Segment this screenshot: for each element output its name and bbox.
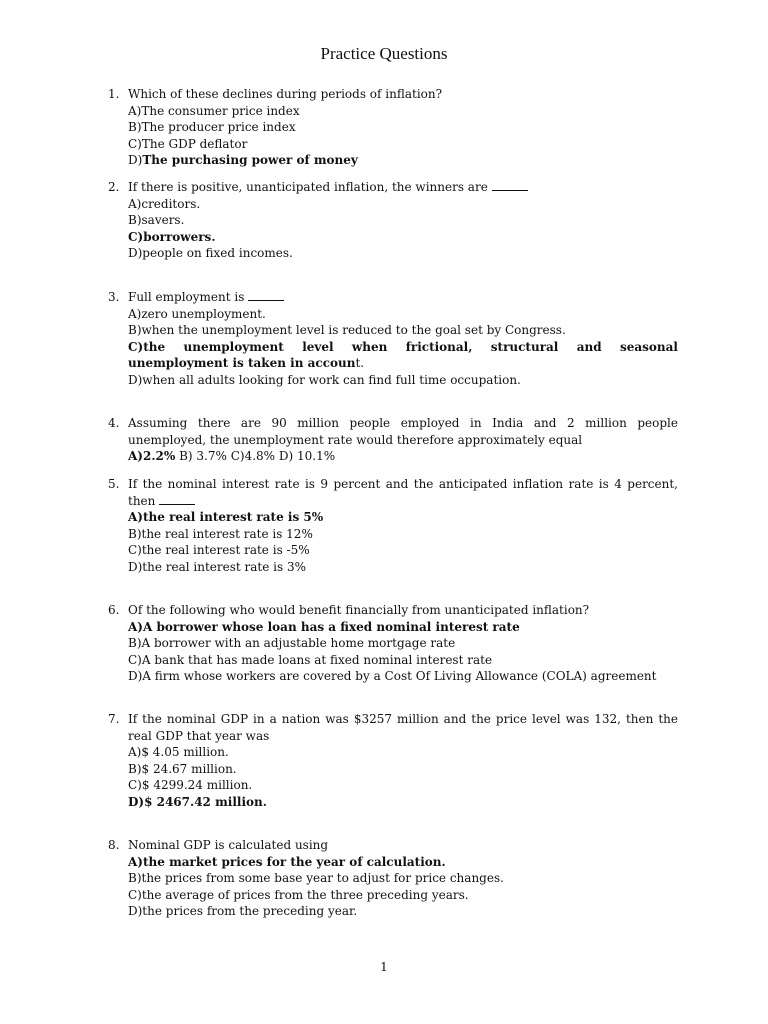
question-number: 1.	[108, 87, 120, 101]
option-a: A)$ 4.05 million.	[128, 745, 229, 760]
option-b: B)the prices from some base year to adjust for price changes.	[128, 871, 504, 886]
question-2	[108, 179, 678, 262]
question-number: 4.	[108, 416, 120, 430]
question-6	[108, 602, 678, 685]
question-number: 5.	[108, 477, 120, 491]
option-d-answer	[128, 152, 678, 169]
option-a-answer: A)the real interest rate is 5%	[128, 510, 324, 525]
question-number: 7.	[108, 712, 120, 726]
option-a-answer: A)A borrower whose loan has a fixed nominal interest rate	[128, 619, 520, 634]
question-number: 6.	[108, 603, 120, 617]
option-b: B)A borrower with an adjustable home mortgage rate	[128, 636, 456, 651]
question-number: 8.	[108, 838, 120, 852]
answer-text: A)2.2%	[128, 449, 176, 464]
answer-blank	[492, 180, 528, 191]
other-options: B) 3.7% C)4.8% D) 10.1%	[175, 449, 336, 464]
option-c: C)A bank that has made loans at fixed nominal interest rate	[128, 652, 493, 667]
answer-blank	[159, 494, 195, 505]
option-c: C)the average of prices from the three preceding years.	[128, 887, 469, 902]
question-8	[108, 837, 678, 920]
question-1	[108, 86, 678, 169]
answer-text: C)the unemployment level when frictional, structural and seasonal unemployment is taken in accoun	[128, 339, 678, 371]
answer-text: The purchasing power of money	[142, 153, 358, 168]
question-stem: Full employment is	[128, 290, 245, 304]
question-number: 3.	[108, 290, 120, 304]
option-b: B)when the unemployment level is reduced to the goal set by Congress.	[128, 323, 566, 338]
question-stem: Nominal GDP is calculated using	[128, 838, 329, 852]
page-number: 1	[380, 960, 388, 974]
question-stem: Which of these declines during periods of inflation?	[128, 87, 443, 101]
option-a-answer: A)the market prices for the year of calculation.	[128, 854, 446, 869]
question-7	[108, 711, 678, 811]
answer-prefix: D)	[128, 153, 143, 168]
option-c: C)$ 4299.24 million.	[128, 778, 253, 793]
question-stem: Of the following who would benefit financially from unanticipated inflation?	[128, 603, 590, 617]
option-d: D)people on fixed incomes.	[128, 246, 293, 261]
option-a: A)creditors.	[128, 196, 201, 211]
option-d: D)when all adults looking for work can find full time occupation.	[128, 372, 521, 387]
question-5	[108, 476, 678, 576]
page-title: Practice Questions	[320, 44, 448, 63]
question-stem-line	[128, 476, 678, 509]
option-d: D)A firm whose workers are covered by a Cost Of Living Allowance (COLA) agreement	[128, 669, 657, 684]
question-stem-line	[128, 289, 678, 306]
option-b: B)$ 24.67 million.	[128, 761, 237, 776]
question-stem-line	[128, 179, 678, 196]
option-d: D)the prices from the preceding year.	[128, 904, 358, 919]
option-a: A)zero unemployment.	[128, 306, 266, 321]
option-b: B)The producer price index	[128, 120, 296, 135]
answer-tail: t.	[355, 356, 365, 371]
option-b: B)the real interest rate is 12%	[128, 526, 313, 541]
option-a: A)The consumer price index	[128, 103, 300, 118]
question-3	[108, 289, 678, 389]
question-stem: If the nominal interest rate is 9 percent and the anticipated inflation rate is 4 percent, then	[128, 477, 678, 508]
option-c-answer	[128, 339, 678, 372]
question-4	[108, 415, 678, 465]
option-b: B)savers.	[128, 213, 185, 228]
option-c: C)The GDP deflator	[128, 136, 248, 151]
option-d-answer: D)$ 2467.42 million.	[128, 794, 267, 809]
question-stem: Assuming there are 90 million people employed in India and 2 million people unemployed, the unemployment rate would therefore approximately equal	[128, 416, 678, 447]
options-line	[128, 448, 678, 465]
question-stem: If the nominal GDP in a nation was $3257 million and the price level was 132, then the real GDP that year was	[128, 712, 678, 743]
option-c: C)the real interest rate is -5%	[128, 543, 310, 558]
question-stem: If there is positive, unanticipated inflation, the winners are	[128, 180, 488, 194]
question-number: 2.	[108, 180, 120, 194]
option-c-answer: C)borrowers.	[128, 229, 216, 244]
answer-blank	[248, 290, 284, 301]
option-d: D)the real interest rate is 3%	[128, 559, 307, 574]
